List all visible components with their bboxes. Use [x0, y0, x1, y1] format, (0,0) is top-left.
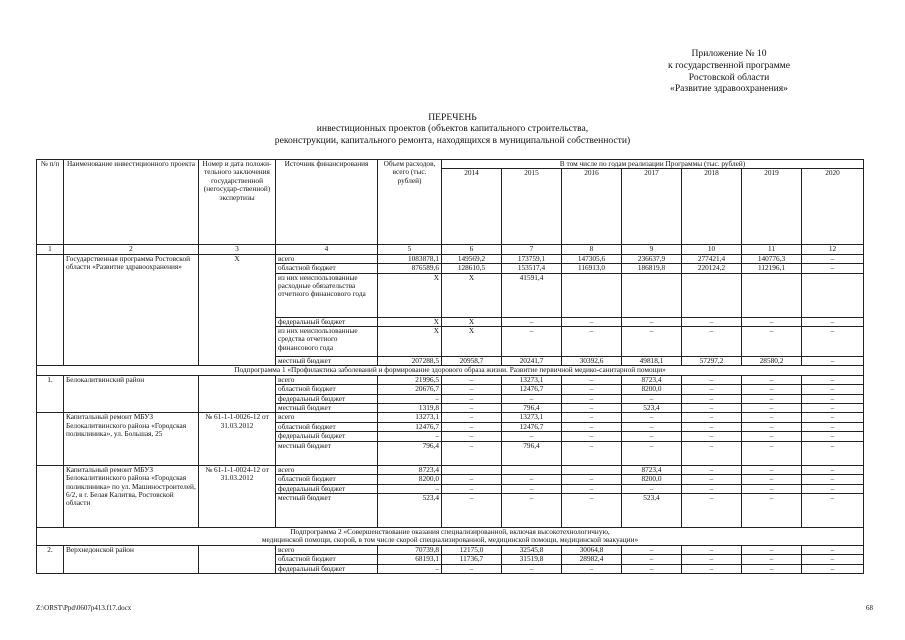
column-number: 1 — [37, 245, 64, 254]
funding-source-cell: областной бюджет — [276, 422, 378, 431]
value-cell: – — [562, 327, 622, 357]
appendix-line: Ростовской области — [688, 71, 770, 83]
value-cell: – — [742, 545, 802, 554]
subprogram-title — [37, 366, 864, 375]
appendix-line: Приложение № 10 — [691, 48, 767, 59]
funding-source-cell: местный бюджет — [276, 441, 378, 465]
value-cell: – — [442, 422, 502, 431]
value-cell: – — [502, 475, 562, 484]
value-cell: 207288,5 — [378, 357, 442, 366]
value-cell: – — [682, 564, 742, 573]
subprogram-title — [37, 527, 864, 545]
title-line: реконструкции, капитального ремонта, находящихся в муниципальной собственности) — [274, 134, 631, 146]
value-cell: 153517,4 — [502, 264, 562, 273]
value-cell: 20958,7 — [442, 357, 502, 366]
title-line: ПЕРЕЧЕНЬ — [428, 112, 477, 123]
value-cell: – — [442, 394, 502, 403]
row-number-cell — [37, 413, 64, 465]
value-cell: – — [442, 564, 502, 573]
funding-source-cell: федеральный бюджет — [276, 394, 378, 403]
value-cell: – — [682, 385, 742, 394]
header-year: 2017 — [622, 169, 682, 245]
value-cell: 523,4 — [622, 493, 682, 527]
funding-source-cell: областной бюджет — [276, 475, 378, 484]
value-cell: 57297,2 — [682, 357, 742, 366]
value-cell: – — [562, 404, 622, 413]
value-cell: 12476,7 — [502, 422, 562, 431]
file-path: Z:\ORST\Ppd\0607p413.f17.docx — [36, 604, 132, 612]
value-cell: – — [622, 432, 682, 441]
value-cell: 21996,5 — [378, 375, 442, 384]
value-cell: – — [742, 327, 802, 357]
value-cell: 49818,1 — [622, 357, 682, 366]
value-cell: – — [622, 545, 682, 554]
value-cell: – — [378, 564, 442, 573]
value-cell: – — [742, 555, 802, 564]
funding-source-cell: всего — [276, 545, 378, 554]
value-cell: – — [502, 564, 562, 573]
funding-source-cell: федеральный бюджет — [276, 564, 378, 573]
value-cell: – — [802, 264, 864, 273]
value-cell: – — [502, 432, 562, 441]
funding-source-cell: всего — [276, 413, 378, 422]
value-cell: – — [802, 254, 864, 263]
funding-source-cell: областной бюджет — [276, 264, 378, 273]
table-row — [37, 465, 864, 474]
value-cell: – — [802, 385, 864, 394]
value-cell: 1319,8 — [378, 404, 442, 413]
value-cell: – — [562, 385, 622, 394]
value-cell: 112196,1 — [742, 264, 802, 273]
value-cell: – — [742, 385, 802, 394]
value-cell: – — [802, 475, 864, 484]
value-cell: – — [442, 385, 502, 394]
value-cell: 31519,8 — [502, 555, 562, 564]
value-cell: – — [742, 422, 802, 431]
subprogram-line: медицинской помощи, скорой, в том числе скорой специализированной, медицинской помощи, медицинской эвакуации» — [261, 535, 639, 545]
value-cell: – — [742, 484, 802, 493]
value-cell: 140776,3 — [742, 254, 802, 263]
funding-source-cell: областной бюджет — [276, 385, 378, 394]
value-cell — [622, 273, 682, 317]
value-cell: – — [682, 317, 742, 326]
value-cell: – — [802, 564, 864, 573]
title-line: инвестиционных проектов (объектов капитального строительства, — [316, 123, 589, 135]
expertise-number-cell: Х — [199, 254, 276, 366]
value-cell: 149569,2 — [442, 254, 502, 263]
value-cell: Х — [378, 273, 442, 317]
value-cell: – — [742, 375, 802, 384]
value-cell: – — [562, 375, 622, 384]
column-numbers-row — [37, 245, 864, 254]
column-number: 12 — [802, 245, 864, 254]
column-number: 6 — [442, 245, 502, 254]
value-cell: – — [802, 555, 864, 564]
value-cell: – — [442, 413, 502, 422]
value-cell: – — [682, 441, 742, 465]
value-cell: – — [442, 432, 502, 441]
value-cell: 70739,8 — [378, 545, 442, 554]
value-cell: 41591,4 — [502, 273, 562, 317]
value-cell: 12175,0 — [442, 545, 502, 554]
projects-table — [36, 159, 864, 574]
column-number: 9 — [622, 245, 682, 254]
value-cell: – — [802, 422, 864, 431]
value-cell: Х — [378, 317, 442, 326]
value-cell: – — [562, 422, 622, 431]
funding-source-cell: из них неиспользованные средства отчетного финансового года — [276, 327, 378, 357]
row-number-cell — [37, 254, 64, 366]
value-cell — [562, 465, 622, 474]
header-source: Источник финансирования — [276, 160, 378, 245]
value-cell: Х — [442, 273, 502, 317]
value-cell: 186819,8 — [622, 264, 682, 273]
value-cell: Х — [378, 327, 442, 357]
funding-source-cell: федеральный бюджет — [276, 317, 378, 326]
value-cell: – — [742, 317, 802, 326]
value-cell: 20676,7 — [378, 385, 442, 394]
value-cell: – — [682, 327, 742, 357]
value-cell: – — [622, 422, 682, 431]
expertise-number-cell: № 61-1-1-0026-12 от 31.03.2012 — [199, 413, 276, 465]
value-cell — [682, 273, 742, 317]
value-cell: – — [502, 484, 562, 493]
header-by-years: В том числе по годам реализации Программы (тыс. рублей) — [442, 160, 864, 169]
header-year: 2016 — [562, 169, 622, 245]
value-cell: – — [802, 327, 864, 357]
expertise-number-cell — [199, 545, 276, 573]
value-cell: – — [682, 555, 742, 564]
value-cell: – — [682, 432, 742, 441]
project-name-cell: Капитальный ремонт МБУЗ Белокалитвинского района «Городская поликлиника», ул. Большая, 25 — [64, 413, 199, 465]
value-cell: – — [622, 564, 682, 573]
value-cell: 173759,1 — [502, 254, 562, 263]
value-cell: – — [742, 465, 802, 474]
header-year: 2018 — [682, 169, 742, 245]
value-cell: 12476,7 — [378, 422, 442, 431]
value-cell: – — [502, 493, 562, 527]
value-cell: – — [562, 317, 622, 326]
value-cell: 876589,6 — [378, 264, 442, 273]
value-cell: 8723,4 — [378, 465, 442, 474]
header-year: 2020 — [802, 169, 864, 245]
value-cell: – — [802, 465, 864, 474]
header-no: № п/п — [37, 160, 64, 245]
funding-source-cell: местный бюджет — [276, 493, 378, 527]
value-cell: 796,4 — [502, 404, 562, 413]
value-cell: – — [562, 394, 622, 403]
value-cell: – — [682, 545, 742, 554]
value-cell: – — [682, 404, 742, 413]
table-row — [37, 254, 864, 263]
value-cell: 523,4 — [622, 404, 682, 413]
project-name-cell: Капитальный ремонт МБУЗ Белокалитвинского района «Городская поликлиника» по ул. Машиностроителей, 6/2, в г. Белая Калитва, Ростовской области — [64, 465, 199, 527]
value-cell: – — [442, 484, 502, 493]
value-cell: 116913,0 — [562, 264, 622, 273]
appendix-line: к государственной программе — [668, 59, 790, 71]
value-cell: 32545,8 — [502, 545, 562, 554]
value-cell: – — [502, 394, 562, 403]
header-name: Наименование инвестиционного проекта — [64, 160, 199, 245]
funding-source-cell: федеральный бюджет — [276, 484, 378, 493]
value-cell: 1083878,1 — [378, 254, 442, 263]
value-cell: – — [622, 484, 682, 493]
project-name-cell: Верхнедонской район — [64, 545, 199, 573]
project-name-cell: Белокалитвинский район — [64, 375, 199, 413]
column-number: 4 — [276, 245, 378, 254]
value-cell: – — [682, 394, 742, 403]
value-cell: – — [742, 475, 802, 484]
value-cell: – — [802, 357, 864, 366]
funding-source-cell: местный бюджет — [276, 357, 378, 366]
subprogram-line: Подпрограмма 2 «Совершенствование оказания специализированной, включая высокотехнологичную, — [290, 527, 610, 536]
column-number: 2 — [64, 245, 199, 254]
value-cell: – — [682, 493, 742, 527]
value-cell: – — [378, 432, 442, 441]
value-cell: – — [682, 475, 742, 484]
value-cell: 13273,1 — [378, 413, 442, 422]
value-cell: – — [742, 404, 802, 413]
value-cell: – — [742, 493, 802, 527]
value-cell: 8200,0 — [622, 475, 682, 484]
header-year: 2019 — [742, 169, 802, 245]
value-cell: – — [742, 413, 802, 422]
value-cell: – — [682, 422, 742, 431]
row-number-cell: 1. — [37, 375, 64, 413]
funding-source-cell: всего — [276, 254, 378, 263]
funding-source-cell: всего — [276, 465, 378, 474]
value-cell: – — [502, 317, 562, 326]
value-cell: – — [622, 555, 682, 564]
value-cell: – — [562, 564, 622, 573]
header-total: Объем расходов, всего (тыс. рублей) — [378, 160, 442, 245]
value-cell: – — [562, 413, 622, 422]
value-cell: Х — [442, 327, 502, 357]
value-cell: – — [622, 317, 682, 326]
value-cell: – — [622, 441, 682, 465]
value-cell: – — [442, 475, 502, 484]
page-number: 68 — [866, 604, 873, 612]
value-cell — [562, 273, 622, 317]
value-cell: Х — [442, 317, 502, 326]
funding-source-cell: всего — [276, 375, 378, 384]
value-cell: 28580,2 — [742, 357, 802, 366]
column-number: 11 — [742, 245, 802, 254]
value-cell: – — [378, 394, 442, 403]
column-number: 3 — [199, 245, 276, 254]
value-cell: 30064,8 — [562, 545, 622, 554]
value-cell: – — [442, 493, 502, 527]
value-cell: – — [802, 394, 864, 403]
column-number: 8 — [562, 245, 622, 254]
funding-source-cell: федеральный бюджет — [276, 432, 378, 441]
value-cell: – — [562, 432, 622, 441]
value-cell: – — [562, 441, 622, 465]
row-number-cell — [37, 465, 64, 527]
value-cell — [802, 273, 864, 317]
value-cell: – — [442, 441, 502, 465]
value-cell: – — [802, 375, 864, 384]
subprogram-row — [37, 366, 864, 375]
value-cell: – — [442, 404, 502, 413]
column-number: 10 — [682, 245, 742, 254]
funding-source-cell: местный бюджет — [276, 404, 378, 413]
value-cell: 8200,0 — [378, 475, 442, 484]
value-cell: 8723,4 — [622, 465, 682, 474]
project-name-cell: Государственная программа Ростовской области «Развитие здравоохранения» — [64, 254, 199, 366]
value-cell: 8200,0 — [622, 385, 682, 394]
value-cell: – — [442, 375, 502, 384]
value-cell: 30392,6 — [562, 357, 622, 366]
value-cell: – — [622, 413, 682, 422]
value-cell: – — [562, 484, 622, 493]
value-cell: – — [742, 564, 802, 573]
appendix-line: «Развитие здравоохранения» — [670, 83, 788, 95]
value-cell: – — [682, 413, 742, 422]
value-cell: – — [802, 432, 864, 441]
value-cell: 12476,7 — [502, 385, 562, 394]
value-cell: – — [802, 493, 864, 527]
value-cell: – — [682, 465, 742, 474]
value-cell: – — [502, 327, 562, 357]
value-cell: 277421,4 — [682, 254, 742, 263]
value-cell: – — [802, 413, 864, 422]
value-cell: 13273,1 — [502, 413, 562, 422]
value-cell — [502, 465, 562, 474]
value-cell: – — [622, 394, 682, 403]
value-cell: – — [742, 441, 802, 465]
value-cell: 8723,4 — [622, 375, 682, 384]
column-number: 5 — [378, 245, 442, 254]
value-cell: – — [802, 441, 864, 465]
value-cell: 796,4 — [502, 441, 562, 465]
value-cell: – — [802, 484, 864, 493]
value-cell: – — [802, 317, 864, 326]
value-cell: – — [562, 493, 622, 527]
value-cell: – — [682, 375, 742, 384]
value-cell: – — [622, 327, 682, 357]
table-row — [37, 413, 864, 422]
header-year: 2014 — [442, 169, 502, 245]
value-cell: 220124,2 — [682, 264, 742, 273]
header-number: Номер и дата положи-тельного заключения государственной (негосудар-ственной) экспертизы — [199, 160, 276, 245]
document-title — [0, 112, 905, 146]
value-cell: 68193,1 — [378, 555, 442, 564]
value-cell: – — [742, 394, 802, 403]
value-cell: 13273,1 — [502, 375, 562, 384]
subprogram-line: Подпрограмма 1 «Профилактика заболеваний и формирование здорового образа жизни. Развитие первичной медико-санитарной помощи» — [234, 365, 666, 375]
appendix-header — [609, 48, 849, 95]
value-cell — [742, 273, 802, 317]
expertise-number-cell — [199, 375, 276, 413]
value-cell: – — [562, 475, 622, 484]
header-year: 2015 — [502, 169, 562, 245]
value-cell: – — [378, 484, 442, 493]
expertise-number-cell: № 61-1-1-0024-12 от 31.03.2012 — [199, 465, 276, 527]
value-cell: 147305,6 — [562, 254, 622, 263]
value-cell: 28982,4 — [562, 555, 622, 564]
funding-source-cell: из них неиспользованные расходные обязательства отчетного финансового года — [276, 273, 378, 317]
value-cell: 11736,7 — [442, 555, 502, 564]
table-row — [37, 545, 864, 554]
value-cell: – — [802, 404, 864, 413]
value-cell: – — [682, 484, 742, 493]
row-number-cell: 2. — [37, 545, 64, 573]
subprogram-row — [37, 527, 864, 545]
value-cell: 523,4 — [378, 493, 442, 527]
value-cell — [442, 465, 502, 474]
funding-source-cell: областной бюджет — [276, 555, 378, 564]
value-cell: – — [802, 545, 864, 554]
value-cell: 20241,7 — [502, 357, 562, 366]
value-cell: 128610,5 — [442, 264, 502, 273]
value-cell: – — [742, 432, 802, 441]
value-cell: 796,4 — [378, 441, 442, 465]
table-row — [37, 375, 864, 384]
value-cell: 236637,9 — [622, 254, 682, 263]
column-number: 7 — [502, 245, 562, 254]
